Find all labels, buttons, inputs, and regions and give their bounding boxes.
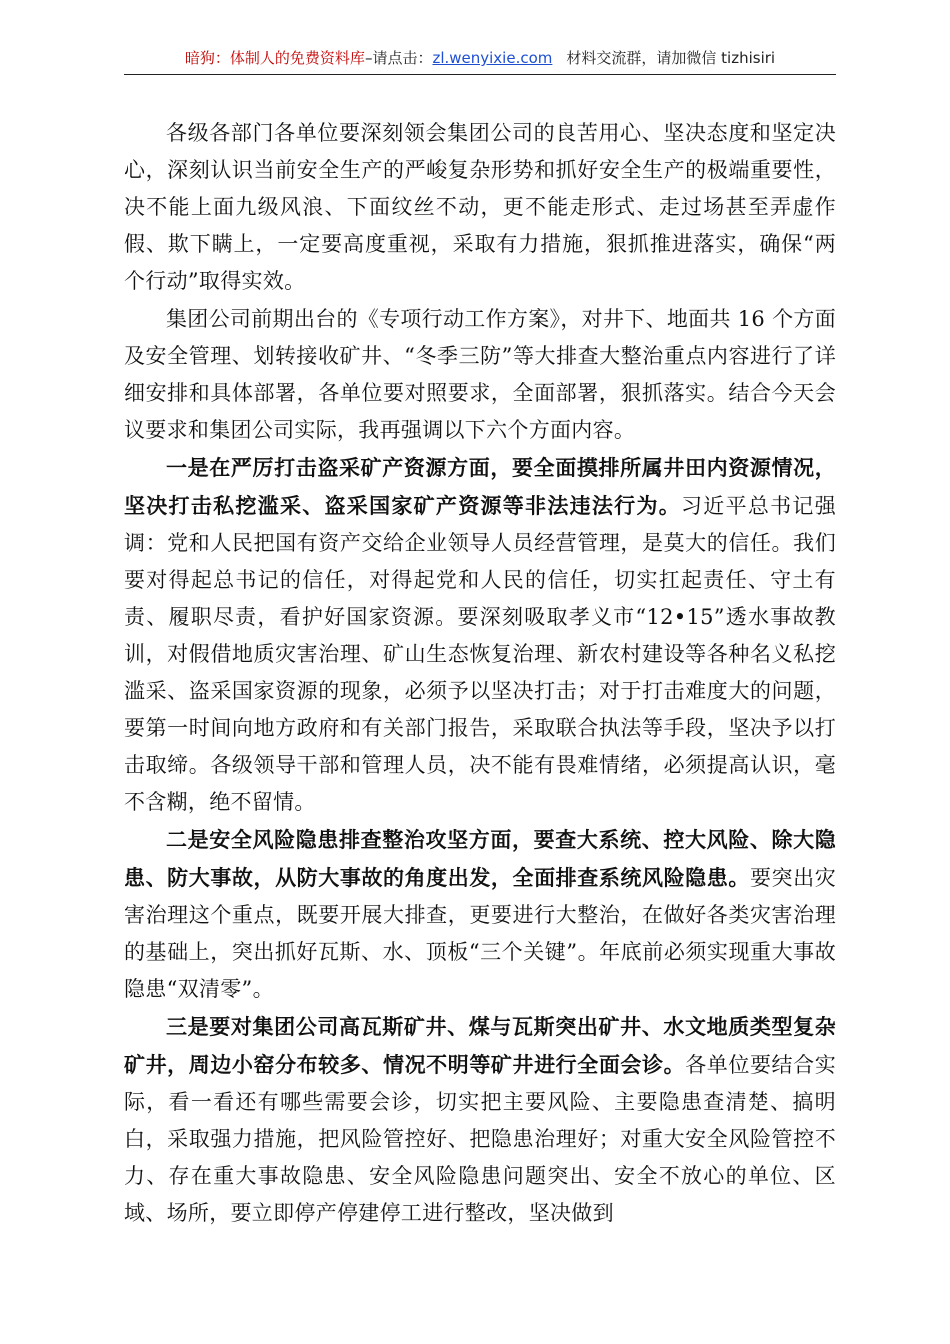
document-body <box>124 114 836 1232</box>
page-header <box>124 46 836 75</box>
paragraph-text: 习近平总书记强调：党和人民把国有资产交给企业领导人员经营管理，是莫大的信任。我们要对得起总书记的信任，对得起党和人民的信任，切实扛起责任、守土有责、履职尽责，看护好国家资源。要深刻吸取孝义市“12•15”透水事故教训，对假借地质灾害治理、矿山生态恢复治理、新农村建设等各种名义私挖滥采、盗采国家资源的现象，必须予以坚决打击；对于打击难度大的问题，要第一时间向地方政府和有关部门报告，采取联合执法等手段，坚决予以打击取缔。各级领导干部和管理人员，决不能有畏难情绪，必须提高认识，毫不含糊，绝不留情。 <box>124 494 836 814</box>
paragraph-lead: 一是在严厉打击盗采矿产资源方面，要全面摸排所属井田内资源情况，坚决打击私挖滥采、盗采国家矿产资源等非法违法行为。 <box>124 455 836 518</box>
paragraph-lead: 二是安全风险隐患排查整治攻坚方面，要查大系统、控大风险、除大隐患、防大事故，从防大事故的角度出发，全面排查系统风险隐患。 <box>124 827 836 890</box>
paragraph-text: 各单位要结合实际，看一看还有哪些需要会诊，切实把主要风险、主要隐患查清楚、搞明白，采取强力措施，把风险管控好、把隐患治理好；对重大安全风险管控不力、存在重大事故隐患、安全风险隐患问题突出、安全不放心的单位、区域、场所，要立即停产停建停工进行整改，坚决做到 <box>124 1053 836 1225</box>
header-link[interactable]: zl.wenyixie.com <box>432 49 553 67</box>
paragraph-2 <box>124 300 836 449</box>
header-brand: 暗狗：体制人的免费资料库 <box>184 49 365 67</box>
paragraph-text: 要突出灾害治理这个重点，既要开展大排查，更要进行大整治，在做好各类灾害治理的基础上，突出抓好瓦斯、水、顶板“三个关键”。年底前必须实现重大事故隐患“双清零”。 <box>124 866 837 1001</box>
header-prompt: –请点击： <box>364 49 433 67</box>
paragraph-1 <box>124 114 836 300</box>
paragraph-3 <box>124 449 836 821</box>
paragraph-4 <box>124 821 836 1008</box>
paragraph-5 <box>124 1008 836 1232</box>
paragraph-text: 各级各部门各单位要深刻领会集团公司的良苦用心、坚决态度和坚定决心，深刻认识当前安全生产的严峻复杂形势和抓好安全生产的极端重要性，决不能上面九级风浪、下面纹丝不动，更不能走形式、走过场甚至弄虚作假、欺下瞒上，一定要高度重视，采取有力措施，狠抓推进落实，确保“两个行动”取得实效。 <box>124 121 836 293</box>
header-note: 材料交流群，请加微信 tizhisiri <box>566 49 776 67</box>
paragraph-lead: 三是要对集团公司高瓦斯矿井、煤与瓦斯突出矿井、水文地质类型复杂矿井，周边小窑分布较多、情况不明等矿井进行全面会诊。 <box>124 1014 836 1077</box>
paragraph-text: 集团公司前期出台的《专项行动工作方案》，对井下、地面共 16 个方面及安全管理、划转接收矿井、“冬季三防”等大排查大整治重点内容进行了详细安排和具体部署，各单位要对照要求，全面部署，狠抓落实。结合今天会议要求和集团公司实际，我再强调以下六个方面内容。 <box>124 307 836 442</box>
